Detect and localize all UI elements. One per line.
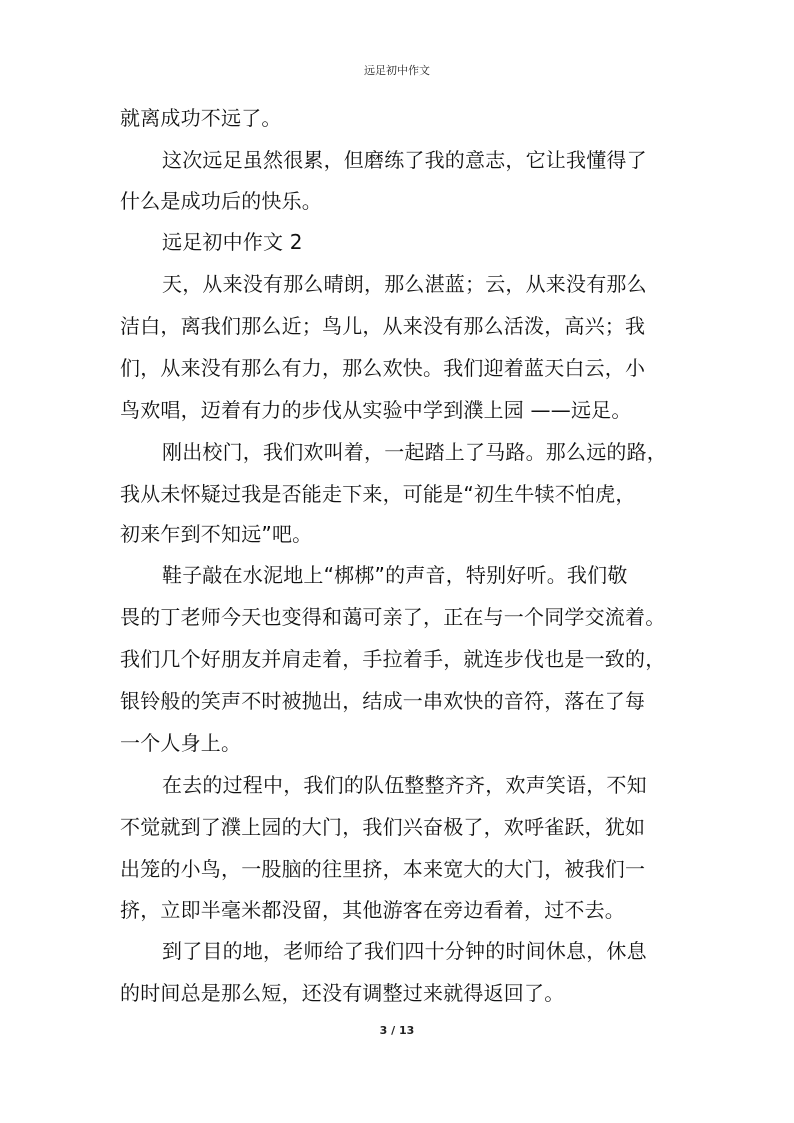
text-line: 鸟欢唱，迈着有力的步伐从实验中学到濮上园 ——远足。 <box>120 398 632 422</box>
text-line: 我们几个好朋友并肩走着，手拉着手，就连步伐也是一致的， <box>120 647 666 671</box>
text-line: 初来乍到不知远”吧。 <box>120 522 313 546</box>
text-line: 不觉就到了濮上园的大门，我们兴奋极了，欢呼雀跃，犹如 <box>120 815 646 839</box>
page-number: 3 / 13 <box>379 1024 415 1037</box>
text-line: 的时间总是那么短，还没有调整过来就得返回了。 <box>120 981 565 1005</box>
paragraph-start: 天，从来没有那么晴朗，那么湛蓝；云，从来没有那么 <box>162 272 647 296</box>
text-line: 一个人身上。 <box>120 731 242 755</box>
text-line: 畏的丁老师今天也变得和蔼可亲了，正在与一个同学交流着。 <box>120 605 666 629</box>
section-title: 远足初中作文 2 <box>162 230 303 254</box>
paragraph-start: 在去的过程中，我们的队伍整整齐齐，欢声笑语，不知 <box>162 773 647 797</box>
text-line: 们，从来没有那么有力，那么欢快。我们迎着蓝天白云，小 <box>120 356 646 380</box>
text-line: 挤，立即半毫米都没留，其他游客在旁边看着，过不去。 <box>120 898 625 922</box>
paragraph-start: 到了目的地，老师给了我们四十分钟的时间休息，休息 <box>162 939 647 963</box>
text-line: 出笼的小鸟，一股脑的往里挤，本来宽大的大门，被我们一 <box>120 857 646 881</box>
text-line: 就离成功不远了。 <box>120 106 282 130</box>
paragraph-start: 鞋子敲在水泥地上“梆梆”的声音，特别好听。我们敬 <box>162 563 628 587</box>
text-line: 银铃般的笑声不时被抛出，结成一串欢快的音符，落在了每 <box>120 689 646 713</box>
text-line: 洁白，离我们那么近；鸟儿，从来没有那么活泼，高兴；我 <box>120 314 646 338</box>
text-line: 什么是成功后的快乐。 <box>120 189 322 213</box>
paragraph-start: 这次远足虽然很累，但磨练了我的意志，它让我懂得了 <box>162 148 647 172</box>
page-header: 远足初中作文 <box>364 64 430 77</box>
paragraph-start: 刚出校门，我们欢叫着，一起踏上了马路。那么远的路， <box>162 440 667 464</box>
text-line: 我从未怀疑过我是否能走下来，可能是“初生牛犊不怕虎， <box>120 482 636 506</box>
